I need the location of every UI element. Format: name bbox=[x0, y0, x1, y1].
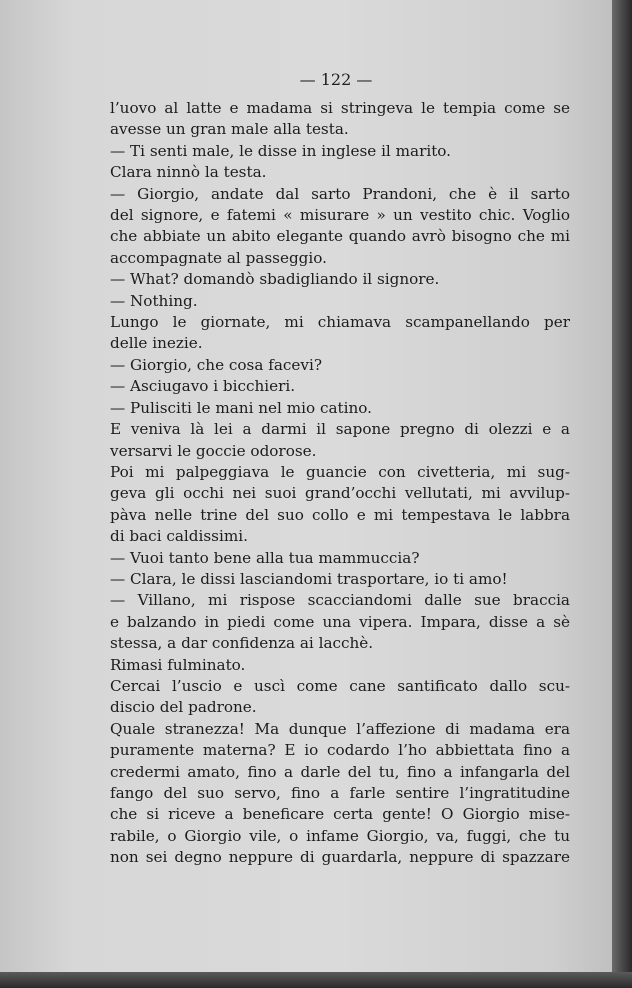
text-line: — Giorgio, andate dal sarto Prandoni, che è il sarto bbox=[110, 184, 570, 203]
text-line: geva gli occhi nei suoi grand’occhi vellutati, mi avvilup- bbox=[110, 484, 570, 503]
bottom-edge bbox=[0, 972, 632, 988]
text-line: E veniva là lei a darmi il sapone pregno di olezzi e a bbox=[110, 420, 570, 439]
text-line: — Villano, mi rispose scacciandomi dalle sue braccia bbox=[110, 591, 570, 610]
text-line: che si riceve a beneficare certa gente! O Giorgio mise- bbox=[110, 805, 570, 824]
text-line: del signore, e fatemi « misurare » un vestito chic. Voglio bbox=[110, 206, 570, 225]
text-line: non sei degno neppure di guardarla, neppure di spazzare bbox=[110, 848, 570, 867]
text-line: — Pulisciti le mani nel mio catino. bbox=[110, 398, 372, 417]
text-line: accompagnate al passeggio. bbox=[110, 248, 327, 267]
text-line: Quale stranezza! Ma dunque l’affezione di madama era bbox=[110, 719, 570, 738]
text-line: delle inezie. bbox=[110, 334, 203, 353]
text-line: — Ti senti male, le disse in inglese il marito. bbox=[110, 141, 451, 160]
text-line: Cercai l’uscio e uscì come cane santificato dallo scu- bbox=[110, 676, 570, 695]
text-line: l’uovo al latte e madama si stringeva le tempia come se bbox=[110, 99, 570, 117]
text-line: avesse un gran male alla testa. bbox=[110, 120, 349, 139]
text-line: pàva nelle trine del suo collo e mi tempestava le labbra bbox=[110, 505, 570, 524]
text-line: — Nothing. bbox=[110, 291, 198, 310]
page-number: — 122 — bbox=[299, 70, 373, 89]
text-line: — Vuoi tanto bene alla tua mammuccia? bbox=[110, 548, 420, 567]
page-text bbox=[110, 98, 570, 869]
text-line: — What? domandò sbadigliando il signore. bbox=[110, 270, 440, 289]
text-line: Poi mi palpeggiava le guancie con civetteria, mi sug- bbox=[110, 462, 570, 481]
text-line: — Asciugavo i bicchieri. bbox=[110, 377, 296, 396]
text-line: fango del suo servo, fino a farle sentire l’ingratitudine bbox=[110, 784, 570, 802]
text-line: discio del padrone. bbox=[110, 698, 257, 717]
text-line: — Clara, le dissi lasciandomi trasportare, io ti amo! bbox=[110, 569, 508, 588]
text-line: credermi amato, fino a darle del tu, fino a infangarla del bbox=[110, 762, 570, 781]
text-line: che abbiate un abito elegante quando avrò bisogno che mi bbox=[110, 227, 570, 246]
text-line: Lungo le giornate, mi chiamava scampanellando per bbox=[110, 313, 570, 332]
text-line: puramente materna? E io codardo l’ho abbiettata fino a bbox=[110, 741, 570, 760]
text-line: Clara ninnò la testa. bbox=[110, 163, 267, 182]
page-edge bbox=[612, 0, 632, 988]
text-line: versarvi le goccie odorose. bbox=[110, 441, 317, 460]
text-line: Rimasi fulminato. bbox=[110, 655, 246, 674]
text-line: rabile, o Giorgio vile, o infame Giorgio, va, fuggi, che tu bbox=[110, 826, 570, 845]
text-line: e balzando in piedi come una vipera. Impara, disse a sè bbox=[110, 612, 570, 631]
text-line: stessa, a dar confidenza ai lacchè. bbox=[110, 634, 374, 653]
text-line: di baci caldissimi. bbox=[110, 527, 248, 546]
text-line: — Giorgio, che cosa facevi? bbox=[110, 355, 322, 374]
